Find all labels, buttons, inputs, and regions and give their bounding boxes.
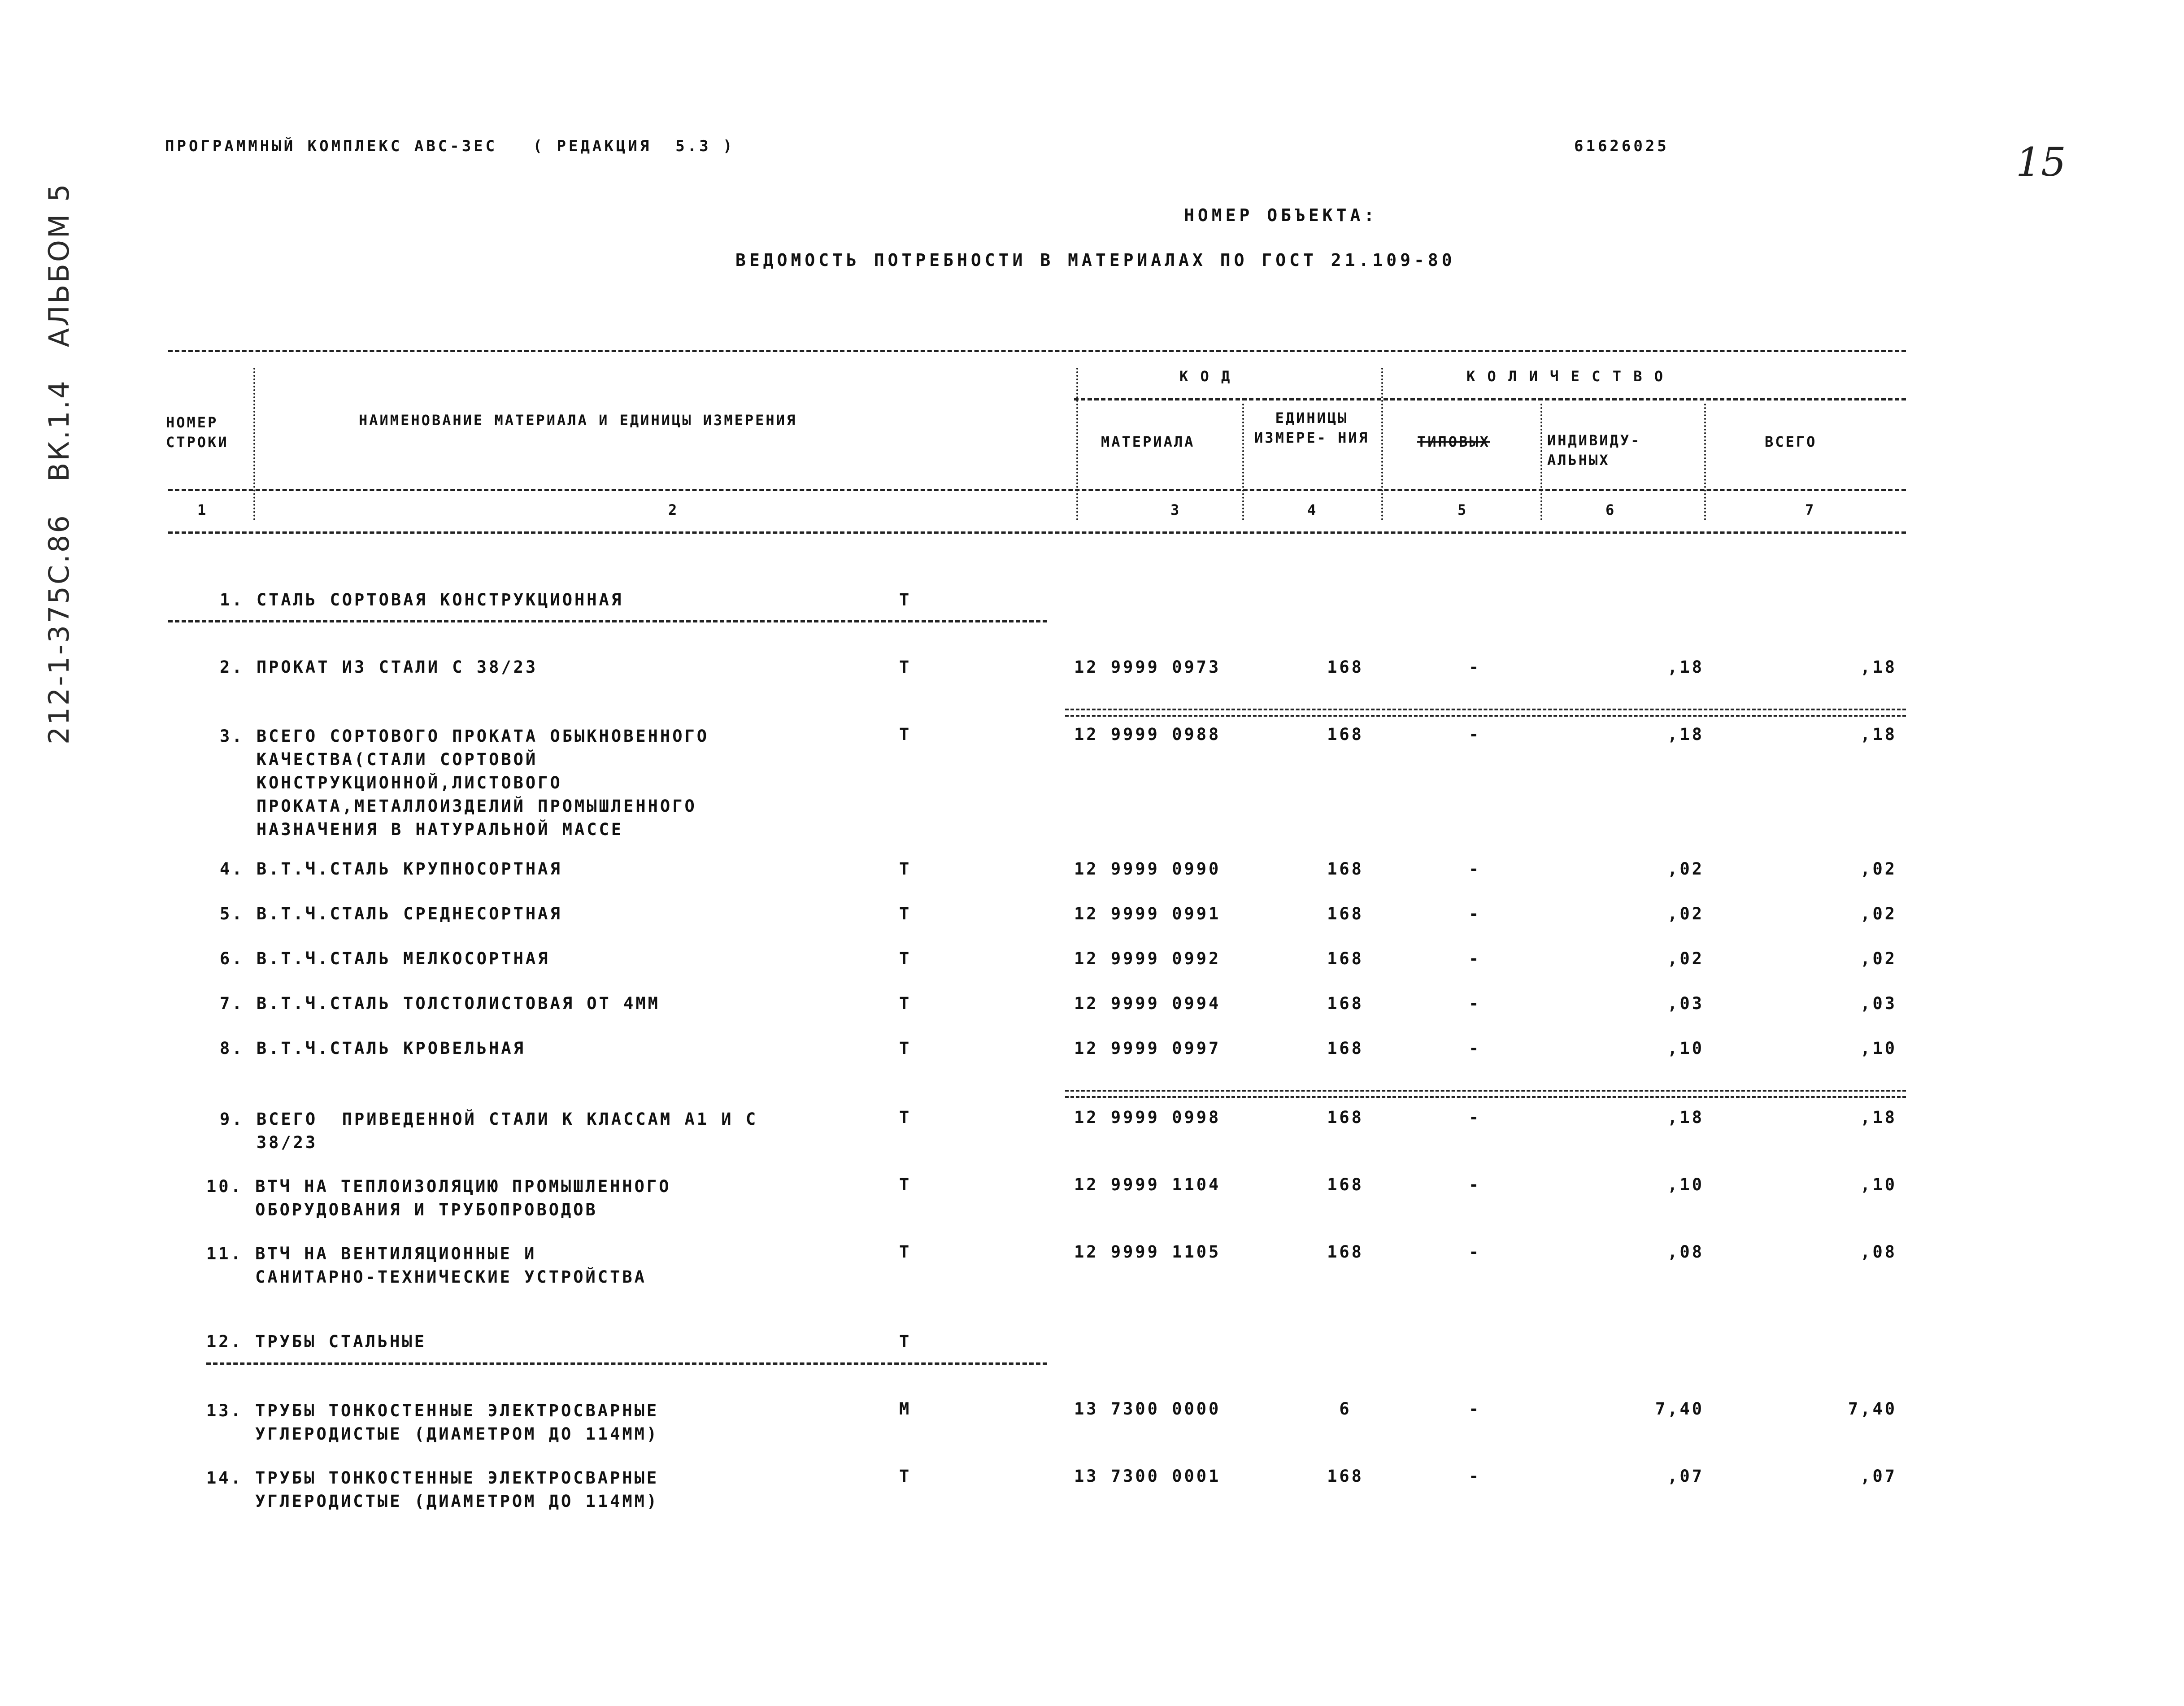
row-typical: - <box>1469 1175 1481 1194</box>
row-individual: ,08 <box>1667 1242 1704 1262</box>
row-unit-code: 168 <box>1327 859 1364 879</box>
row-individual: ,10 <box>1667 1039 1704 1058</box>
row-unit-label: Т <box>899 1242 912 1262</box>
row-total: ,02 <box>1860 904 1897 923</box>
unit-code-header: ЕДИНИЦЫ ИЗМЕРЕ- НИЯ <box>1254 409 1369 446</box>
row-name: 12. ТРУБЫ СТАЛЬНЫЕ <box>206 1332 426 1351</box>
row-name: 9. ВСЕГО ПРИВЕДЕННОЙ СТАЛИ К КЛАССАМ А1 И С 38/23 <box>220 1110 758 1152</box>
col-divider <box>1076 368 1078 520</box>
header-bottom-rule <box>168 531 1906 534</box>
typical-header: ТИПОВЫХ <box>1417 433 1490 450</box>
row-name: 1. СТАЛЬ СОРТОВАЯ КОНСТРУКЦИОННАЯ <box>220 590 624 609</box>
row-unit-label: Т <box>899 1175 912 1194</box>
row-material-code: 12 9999 0992 <box>1074 949 1221 968</box>
row-typical: - <box>1469 1108 1481 1127</box>
row-typical: - <box>1469 1399 1481 1419</box>
col-number-2: 2 <box>668 501 679 518</box>
row-individual: ,18 <box>1667 657 1704 677</box>
row-typical: - <box>1469 725 1481 744</box>
row-unit-code: 168 <box>1327 1242 1364 1262</box>
row-individual: ,18 <box>1667 1108 1704 1127</box>
row-unit-code: 168 <box>1327 904 1364 923</box>
row-typical: - <box>1469 859 1481 879</box>
row-unit-code: 168 <box>1327 1039 1364 1058</box>
name-header: НАИМЕНОВАНИЕ МАТЕРИАЛА И ЕДИНИЦЫ ИЗМЕРЕНИЯ <box>359 412 797 429</box>
quantity-group-header: К О Л И Ч Е С Т В О <box>1466 368 1665 385</box>
row-unit-label: Т <box>899 590 912 609</box>
col-number-4: 4 <box>1307 501 1318 518</box>
row-material-code: 12 9999 0991 <box>1074 904 1221 923</box>
row-total: ,02 <box>1860 949 1897 968</box>
subtotal-rule <box>1065 709 1906 717</box>
row-unit-code: 168 <box>1327 657 1364 677</box>
row-material-code: 12 9999 0998 <box>1074 1108 1221 1127</box>
row-unit-code: 168 <box>1327 949 1364 968</box>
row-individual: ,10 <box>1667 1175 1704 1194</box>
row-individual: ,02 <box>1667 949 1704 968</box>
header-top-rule <box>168 350 1906 352</box>
row-typical: - <box>1469 1467 1481 1486</box>
individual-header: ИНДИВИДУ- АЛЬНЫХ <box>1547 432 1641 469</box>
row-material-code: 12 9999 1104 <box>1074 1175 1221 1194</box>
side-stamp: 212-1-375С.86 ВК.1.4 АЛЬБОМ 5 <box>43 182 75 744</box>
row-unit-code: 168 <box>1327 1108 1364 1127</box>
row-individual: ,18 <box>1667 725 1704 744</box>
row-unit-code: 6 <box>1339 1399 1352 1419</box>
row-total: ,10 <box>1860 1175 1897 1194</box>
row-total: ,03 <box>1860 994 1897 1013</box>
row-total: 7,40 <box>1848 1399 1897 1419</box>
row-typical: - <box>1469 1242 1481 1262</box>
row-unit-label: Т <box>899 1039 912 1058</box>
row-typical: - <box>1469 949 1481 968</box>
row-total: ,18 <box>1860 1108 1897 1127</box>
page-title: ВЕДОМОСТЬ ПОТРЕБНОСТИ В МАТЕРИАЛАХ ПО ГОСТ 21.109-80 <box>735 250 1456 270</box>
row-individual: ,07 <box>1667 1467 1704 1486</box>
group-underline <box>168 620 1047 622</box>
row-unit-label: Т <box>899 725 912 744</box>
program-header: ПРОГРАММНЫЙ КОМПЛЕКС АВС-ЗЕС ( РЕДАКЦИЯ 5.3 ) <box>165 137 735 155</box>
row-unit-label: Т <box>899 859 912 879</box>
page-number: 15 <box>2016 139 2066 185</box>
row-material-code: 12 9999 0988 <box>1074 725 1221 744</box>
row-total: ,02 <box>1860 859 1897 879</box>
code-group-rule <box>1074 398 1906 400</box>
row-individual: ,03 <box>1667 994 1704 1013</box>
col-divider <box>253 368 255 520</box>
row-total: ,10 <box>1860 1039 1897 1058</box>
col-number-3: 3 <box>1170 501 1181 518</box>
object-number-label: НОМЕР ОБЪЕКТА: <box>1184 205 1378 225</box>
row-total: ,08 <box>1860 1242 1897 1262</box>
row-unit-label: М <box>899 1399 912 1419</box>
col-divider <box>1242 404 1244 520</box>
row-unit-code: 168 <box>1327 725 1364 744</box>
row-material-code: 13 7300 0001 <box>1074 1467 1221 1486</box>
row-material-code: 12 9999 0994 <box>1074 994 1221 1013</box>
material-code-header: МАТЕРИАЛА <box>1101 433 1195 450</box>
row-name: 8. В.Т.Ч.СТАЛЬ КРОВЕЛЬНАЯ <box>220 1039 526 1058</box>
row-name: 14. ТРУБЫ ТОНКОСТЕННЫЕ ЭЛЕКТРОСВАРНЫЕ УГЛЕРОДИСТЫЕ (ДИАМЕТРОМ ДО 114ММ) <box>206 1468 659 1511</box>
total-header: ВСЕГО <box>1765 433 1817 450</box>
row-name: 5. В.Т.Ч.СТАЛЬ СРЕДНЕСОРТНАЯ <box>220 904 562 923</box>
row-typical: - <box>1469 994 1481 1013</box>
col-divider <box>1704 404 1706 520</box>
row-unit-label: Т <box>899 1332 912 1351</box>
row-name: 10. ВТЧ НА ТЕПЛОИЗОЛЯЦИЮ ПРОМЫШЛЕННОГО ОБОРУДОВАНИЯ И ТРУБОПРОВОДОВ <box>206 1177 671 1219</box>
row-total: ,07 <box>1860 1467 1897 1486</box>
row-unit-label: Т <box>899 657 912 677</box>
row-total: ,18 <box>1860 725 1897 744</box>
header-mid-rule <box>168 489 1906 491</box>
col-divider <box>1381 368 1383 520</box>
row-unit-label: Т <box>899 1467 912 1486</box>
row-unit-label: Т <box>899 904 912 923</box>
row-name: 11. ВТЧ НА ВЕНТИЛЯЦИОННЫЕ И САНИТАРНО-ТЕХНИЧЕСКИЕ УСТРОЙСТВА <box>206 1244 647 1287</box>
row-typical: - <box>1469 1039 1481 1058</box>
row-individual: ,02 <box>1667 904 1704 923</box>
row-name: 13. ТРУБЫ ТОНКОСТЕННЫЕ ЭЛЕКТРОСВАРНЫЕ УГЛЕРОДИСТЫЕ (ДИАМЕТРОМ ДО 114ММ) <box>206 1401 659 1444</box>
col-number-1: 1 <box>197 501 208 518</box>
row-name: 2. ПРОКАТ ИЗ СТАЛИ С 38/23 <box>220 657 538 677</box>
row-name: 6. В.Т.Ч.СТАЛЬ МЕЛКОСОРТНАЯ <box>220 949 550 968</box>
col-number-7: 7 <box>1805 501 1816 518</box>
code-group-header: К О Д <box>1179 368 1232 385</box>
subtotal-rule <box>1065 1090 1906 1098</box>
row-individual: ,02 <box>1667 859 1704 879</box>
row-material-code: 12 9999 0997 <box>1074 1039 1221 1058</box>
col-number-5: 5 <box>1457 501 1468 518</box>
col-number-6: 6 <box>1605 501 1616 518</box>
row-unit-code: 168 <box>1327 1467 1364 1486</box>
row-material-code: 13 7300 0000 <box>1074 1399 1221 1419</box>
row-material-code: 12 9999 0973 <box>1074 657 1221 677</box>
row-individual: 7,40 <box>1655 1399 1704 1419</box>
row-unit-label: Т <box>899 1108 912 1127</box>
row-material-code: 12 9999 1105 <box>1074 1242 1221 1262</box>
row-total: ,18 <box>1860 657 1897 677</box>
row-material-code: 12 9999 0990 <box>1074 859 1221 879</box>
row-typical: - <box>1469 657 1481 677</box>
row-typical: - <box>1469 904 1481 923</box>
document-code: 61626025 <box>1574 137 1669 155</box>
group-underline <box>206 1362 1047 1365</box>
row-name: 7. В.Т.Ч.СТАЛЬ ТОЛСТОЛИСТОВАЯ ОТ 4ММ <box>220 994 660 1013</box>
row-name: 4. В.Т.Ч.СТАЛЬ КРУПНОСОРТНАЯ <box>220 859 562 879</box>
col-divider <box>1540 404 1542 520</box>
row-name: 3. ВСЕГО СОРТОВОГО ПРОКАТА ОБЫКНОВЕННОГО КАЧЕСТВА(СТАЛИ СОРТОВОЙ КОНСТРУКЦИОННОЙ,ЛИСТОВОГО ПРОКАТА,МЕТАЛЛОИЗДЕЛИЙ ПРОМЫШЛЕННОГО НАЗНАЧЕНИЯ В НАТУРАЛЬНОЙ МАССЕ <box>220 727 709 839</box>
row-unit-label: Т <box>899 994 912 1013</box>
row-unit-code: 168 <box>1327 994 1364 1013</box>
row-unit-label: Т <box>899 949 912 968</box>
row-number-header: НОМЕР СТРОКИ <box>166 414 229 451</box>
row-unit-code: 168 <box>1327 1175 1364 1194</box>
